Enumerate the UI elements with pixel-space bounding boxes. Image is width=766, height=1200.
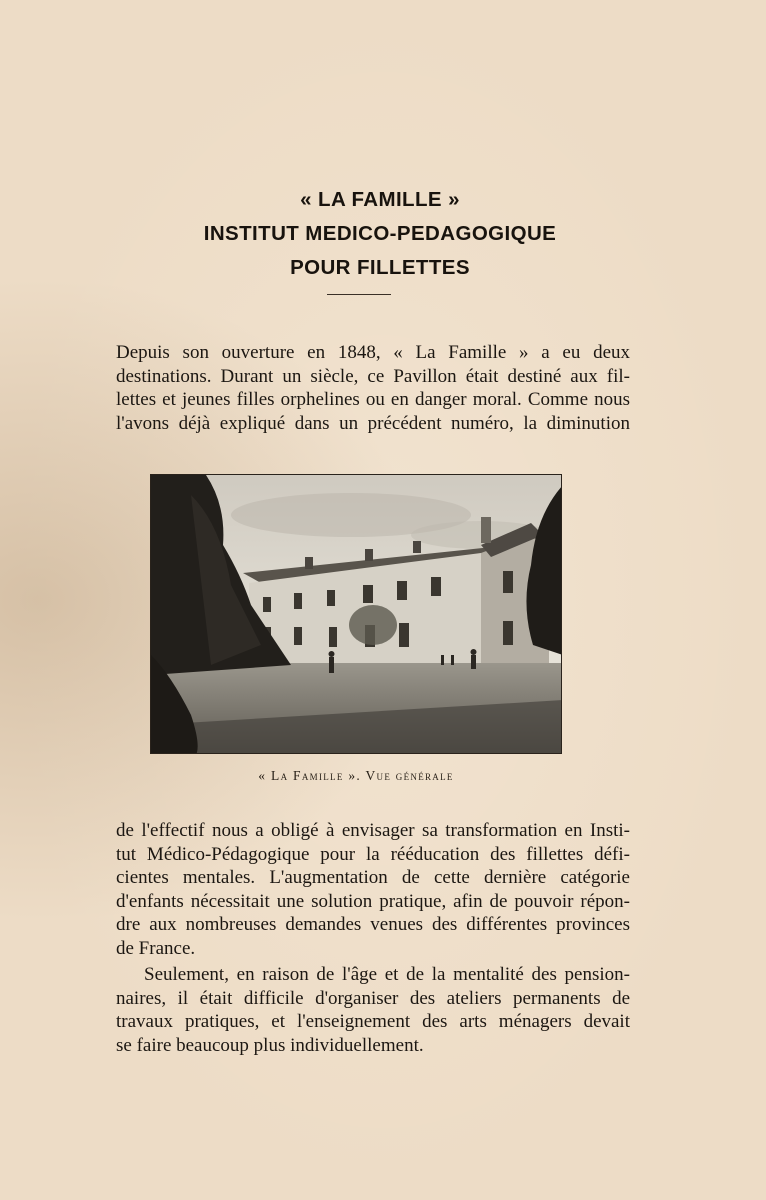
paragraph-3 bbox=[116, 963, 630, 1057]
paragraph-2 bbox=[116, 819, 630, 960]
text-line: tut Médico-Pédagogique pour la rééducation des fillettes défi- bbox=[116, 843, 630, 865]
text-line: Depuis son ouverture en 1848, « La Famille » a eu deux bbox=[116, 342, 630, 363]
photograph-image bbox=[151, 475, 562, 754]
text-line: Seulement, en raison de l'âge et de la mentalité des pension- bbox=[144, 964, 630, 985]
heading-line-1: « LA FAMILLE » bbox=[300, 188, 460, 211]
text-line: de France. bbox=[116, 937, 196, 959]
article-heading bbox=[100, 183, 660, 285]
text-line: de l'effectif nous a obligé à envisager sa transformation en Insti- bbox=[116, 820, 630, 841]
heading-line-2: INSTITUT MEDICO-PEDAGOGIQUE bbox=[203, 222, 557, 245]
photo-caption: « La Famille ». Vue générale bbox=[258, 768, 454, 783]
heading-divider bbox=[327, 294, 391, 295]
building-photograph bbox=[150, 474, 562, 754]
text-line: l'avons déjà expliqué dans un précédent numéro, la diminution bbox=[116, 412, 630, 434]
text-line: dre aux nombreuses demandes venues des différentes provinces bbox=[116, 914, 630, 935]
text-line: travaux pratiques, et l'enseignement des arts ménagers devait bbox=[116, 1011, 630, 1032]
text-line: cientes mentales. L'augmentation de cette dernière catégorie bbox=[116, 867, 630, 888]
text-line: naires, il était difficile d'organiser des ateliers permanents de bbox=[116, 987, 630, 1009]
text-line: destinations. Durant un siècle, ce Pavillon était destiné aux fil- bbox=[116, 365, 630, 387]
paragraph-1 bbox=[116, 341, 630, 435]
heading-line-3: POUR FILLETTES bbox=[290, 256, 470, 279]
text-line: d'enfants nécessitait une solution pratique, afin de pouvoir répon- bbox=[116, 890, 630, 912]
text-line: lettes et jeunes filles orphelines ou en danger moral. Comme nous bbox=[116, 389, 630, 410]
text-line: se faire beaucoup plus individuellement. bbox=[116, 1034, 424, 1056]
